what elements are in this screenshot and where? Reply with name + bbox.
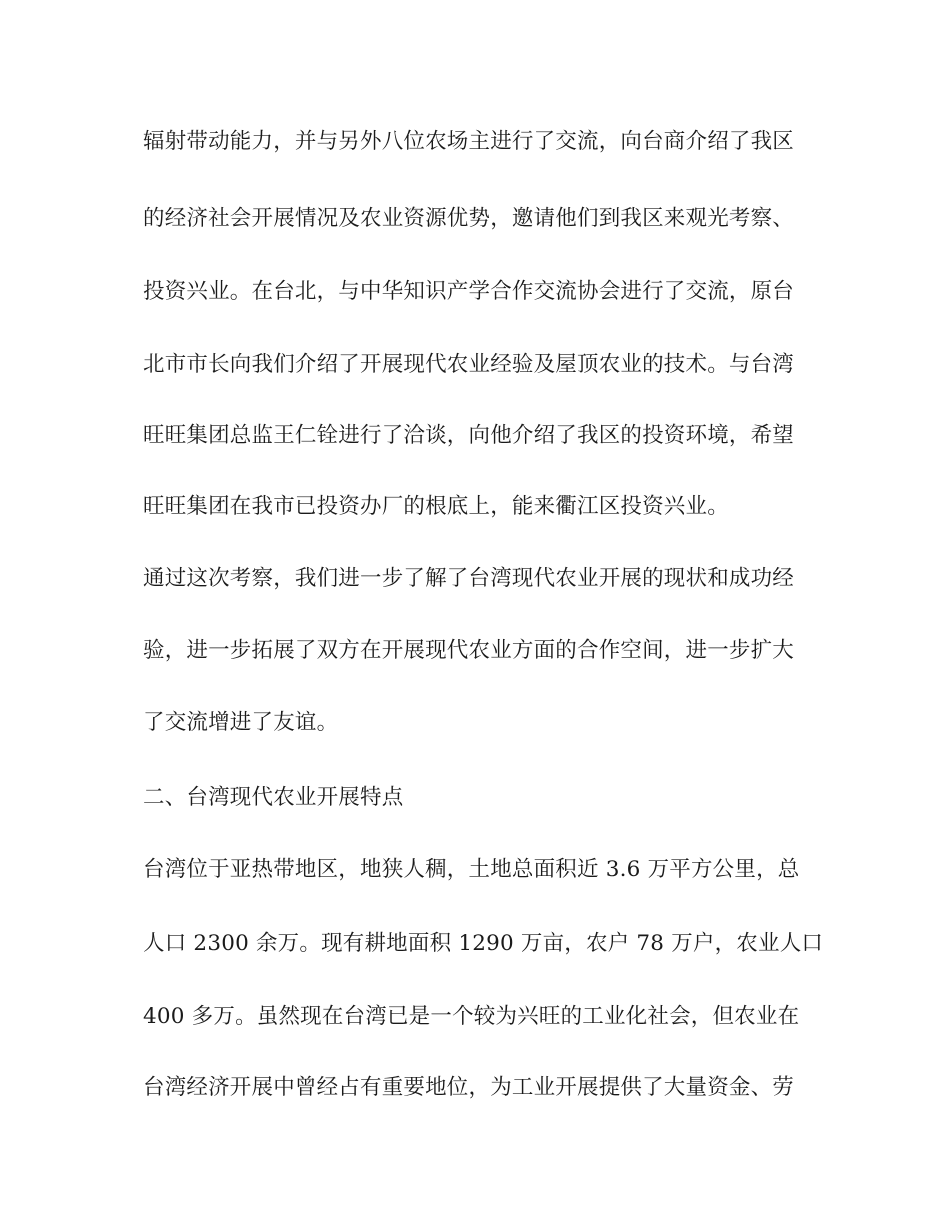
paragraph-start-line: 台湾位于亚热带地区，地狭人稠，土地总面积近 3.6 万平方公里，总 [143,857,800,882]
text-line: 验，进一步拓展了双方在开展现代农业方面的合作空间，进一步扩大 [143,638,795,663]
text-line: 400 多万。虽然现在台湾已是一个较为兴旺的工业化社会，但农业在 [143,1004,800,1029]
text-line: 旺旺集团在我市已投资办厂的根底上，能来衢江区投资兴业。 [143,494,729,519]
text-line: 台湾经济开展中曾经占有重要地位，为工业开展提供了大量资金、劳 [143,1075,795,1100]
text-line: 投资兴业。在台北，与中华知识产学合作交流协会进行了交流，原台 [143,279,795,304]
paragraph-start-line: 通过这次考察，我们进一步了解了台湾现代农业开展的现状和成功经 [143,566,795,591]
text-line: 了交流增进了友谊。 [143,710,339,735]
text-line: 人口 2300 余万。现有耕地面积 1290 万亩，农户 78 万户，农业人口 [143,931,824,956]
text-line: 北市市长向我们介绍了开展现代农业经验及屋顶农业的技术。与台湾 [143,352,795,377]
text-line: 的经济社会开展情况及农业资源优势，邀请他们到我区来观光考察、 [143,206,795,231]
text-line: 旺旺集团总监王仁铨进行了洽谈，向他介绍了我区的投资环境，希望 [143,423,795,448]
text-line: 辐射带动能力，并与另外八位农场主进行了交流，向台商介绍了我区 [143,129,795,154]
section-heading: 二、台湾现代农业开展特点 [143,785,404,810]
